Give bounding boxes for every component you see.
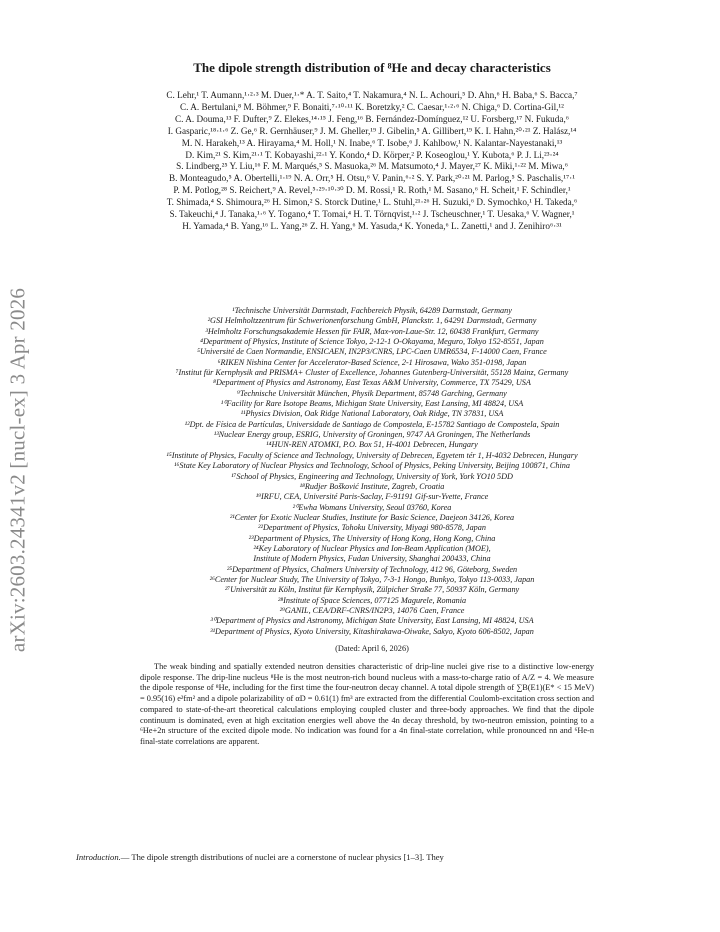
author-line: D. Kim,²¹ S. Kim,²¹·¹ T. Kobayashi,²²·¹ Y. Kondo,⁴ D. Körper,² P. Koseoglou,¹ Y. Kubota,⁶ P. J. Li,²³·²⁴ — [185, 149, 559, 160]
abstract: The weak binding and spatially extended neutron densities characteristic of drip-line nuclei give rise to a distinctive low-energy dipole response. The drip-line nucleus ⁸He is the most neutron-rich bound nucleus with a mass-to-charge ratio of A/Z = 4. We measure the dipole response of ⁸He, including for the first time the four-neutron decay channel. A total dipole strength of ∑B(E1)(E* < 15 MeV) = 0.95(16) e²fm² and a dipole polarizability of αD = 0.61(1) fm³ are extracted from the differential Coulomb-excitation cross section and compared to state-of-the-art theoretical calculations employing coupled cluster and three-body approaches. We find that the dipole continuum is dominated, even at high excitation energies well above the 4n decay threshold, by two-neutron emission, pointing to a ⁶He+2n structure of the excited dipole mode. No indication was found for a 4n final-state correlation, while pronounced nn and ⁶He-n final-state correlations are apparent. — [140, 662, 594, 746]
date-line: (Dated: April 6, 2026) — [335, 644, 409, 653]
author-line: H. Yamada,⁴ B. Yang,¹⁶ L. Yang,²⁶ Z. H. Yang,⁶ M. Yasuda,⁴ K. Yoneda,⁶ L. Zanetti,¹ and J. Zenihiro⁶·³¹ — [182, 220, 562, 231]
affiliation: ⁵Université de Caen Normandie, ENSICAEN, IN2P3/CNRS, LPC-Caen UMR6534, F-14000 Caen, France — [197, 347, 547, 357]
affiliation: ²⁷Universität zu Köln, Institut für Kernphysik, Zülpicher Straße 77, 50937 Köln, Germany — [224, 585, 520, 595]
affiliation: ⁷Institut für Kernphysik and PRISMA+ Cluster of Excellence, Johannes Gutenberg-Universität, 55128 Mainz, Germany — [175, 368, 569, 378]
author-line: M. N. Harakeh,¹³ A. Hirayama,⁴ M. Holl,¹ N. Inabe,⁶ T. Isobe,⁶ J. Kahlbow,¹ N. Kalantar-Nayestanaki,¹³ — [181, 137, 563, 148]
intro-heading: Introduction. — [76, 852, 121, 862]
affiliation: ¹⁰Facility for Rare Isotope Beams, Michigan State University, East Lansing, MI 48824, USA — [220, 399, 524, 409]
affiliation: ¹¹Physics Division, Oak Ridge National Laboratory, Oak Ridge, TN 37831, USA — [240, 409, 504, 419]
affiliation: ²²Department of Physics, Tohoku University, Miyagi 980-8578, Japan — [258, 523, 486, 533]
affiliation: ⁶RIKEN Nishina Center for Accelerator-Based Science, 2-1 Hirosawa, Wako 351-0198, Japan — [217, 357, 527, 367]
paper-title: The dipole strength distribution of ⁸He and decay characteristics — [193, 60, 551, 75]
affiliation: ²¹Center for Exotic Nuclear Studies, Institute for Basic Science, Daejeon 34126, Korea — [229, 512, 515, 522]
author-line: T. Shimada,⁴ S. Shimoura,²⁶ H. Simon,² S. Storck Dutine,¹ L. Stuhl,²¹·²⁶ H. Suzuki,⁶ D. Symochko,¹ H. Takeda,⁶ — [166, 197, 578, 208]
affiliation: ⁴Department of Physics, Institute of Science Tokyo, 2-12-1 O-Okayama, Meguro, Tokyo 152-8551, Japan — [200, 337, 544, 347]
affiliation: ²⁸Institute of Space Sciences, 077125 Magurele, Romania — [277, 595, 467, 605]
affiliation: ³Helmholtz Forschungsakademie Hessen für FAIR, Max-von-Laue-Str. 12, 60438 Frankfurt, Germany — [205, 326, 539, 336]
affiliation: ¹Technische Universität Darmstadt, Fachbereich Physik, 64289 Darmstadt, Germany — [232, 306, 512, 315]
affiliation: ¹²Dpt. de Física de Partículas, Universidade de Santiago de Compostela, E-15782 Santiago de Compostela, Spain — [184, 419, 560, 429]
affiliation: ⁹Technische Universität München, Physik Department, 85748 Garching, Germany — [237, 388, 507, 398]
affiliation: ¹⁸Rudjer Bošković Institute, Zagreb, Croatia — [299, 481, 445, 491]
author-line: S. Takeuchi,⁴ J. Tanaka,¹·⁶ Y. Togano,⁴ T. Tomai,⁴ H. T. Törnqvist,¹·² J. Tscheuschner,¹ T. Uesaka,⁶ V. Wagner,¹ — [169, 209, 575, 220]
affiliation: Institute of Modern Physics, Fudan University, Shanghai 200433, China — [253, 554, 491, 564]
affiliation: ¹³Nuclear Energy group, ESRIG, University of Groningen, 9747 AA Groningen, The Netherlands — [213, 430, 531, 440]
intro-paragraph — [76, 852, 676, 862]
author-line: C. Lehr,¹ T. Aumann,¹·²·³ M. Duer,¹·* A. T. Saito,⁴ T. Nakamura,⁴ N. L. Achouri,⁵ D. Ahn,⁶ H. Baba,⁶ S. Bacca,⁷ — [166, 90, 578, 100]
author-line: I. Gasparic,¹⁸·¹·⁶ Z. Ge,⁶ R. Gernhäuser,⁹ J. M. Gheller,¹⁹ J. Gibelin,⁵ A. Gillibert,¹⁹ K. I. Hahn,²⁰·²¹ Z. Halász,¹⁴ — [167, 125, 577, 136]
affiliation: ²⁶Center for Nuclear Study, The University of Tokyo, 7-3-1 Hongo, Bunkyo, Tokyo 113-0033, Japan — [209, 574, 535, 584]
author-line: P. M. Potlog,²⁸ S. Reichert,⁹ A. Revel,⁵·²⁹·¹⁰·³⁰ D. M. Rossi,¹ R. Roth,¹ M. Sasano,⁶ H. Scheit,¹ F. Schindler,¹ — [173, 185, 571, 196]
author-line: B. Monteagudo,⁵ A. Obertelli,¹·¹⁹ N. A. Orr,⁵ H. Otsu,⁶ V. Panin,⁶·² S. Y. Park,²⁰·²¹ M. Parlog,⁵ S. Paschalis,¹⁷·¹ — [169, 173, 575, 184]
affiliation: ²GSI Helmholtzzentrum für Schwerionenforschung GmbH, Planckstr. 1, 64291 Darmstadt, Germany — [207, 316, 537, 326]
affiliation: ¹⁶State Key Laboratory of Nuclear Physics and Technology, School of Physics, Peking University, Beijing 100871, China — [174, 461, 570, 471]
affiliation: ²³Department of Physics, The University of Hong Kong, Hong Kong, China — [248, 533, 496, 543]
affiliation: ¹⁹IRFU, CEA, Université Paris-Saclay, F-91191 Gif-sur-Yvette, France — [255, 492, 489, 502]
affiliation: ³⁰Department of Physics and Astronomy, Michigan State University, East Lansing, MI 48824, USA — [210, 616, 534, 626]
affiliation: ¹⁵Institute of Physics, Faculty of Science and Technology, University of Debrecen, Egyetem tér 1, H-4032 Debrecen, Hungary — [166, 450, 578, 460]
author-list — [62, 90, 682, 233]
author-line: C. A. Bertulani,⁸ M. Böhmer,⁹ F. Bonaiti,⁷·¹⁰·¹¹ K. Boretzky,² C. Caesar,¹·²·⁶ N. Chiga,⁶ D. Cortina-Gil,¹² — [180, 101, 564, 112]
affiliation: ²⁴Key Laboratory of Nuclear Physics and Ion-Beam Application (MOE), — [253, 543, 491, 553]
affiliation: ¹⁷School of Physics, Engineering and Technology, University of York, York YO10 5DD — [231, 471, 513, 481]
affiliation: ¹⁴HUN-REN ATOMKI, P.O. Box 51, H-4001 Debrecen, Hungary — [266, 440, 478, 450]
affiliation-list — [62, 306, 682, 637]
affiliation: ³¹Department of Physics, Kyoto University, Kitashirakawa-Oiwake, Sakyo, Kyoto 606-8502, Japan — [210, 626, 534, 636]
author-line: C. A. Douma,¹³ F. Dufter,⁹ Z. Elekes,¹⁴·¹⁵ J. Feng,¹⁶ B. Fernández-Domínguez,¹² U. Forsberg,¹⁷ N. Fukuda,⁶ — [175, 113, 569, 124]
affiliation: ²⁹GANIL, CEA/DRF-CNRS/IN2P3, 14076 Caen, France — [279, 605, 465, 615]
affiliation: ²⁰Ewha Womans University, Seoul 03760, Korea — [292, 502, 452, 512]
author-line: S. Lindberg,²⁵ Y. Liu,¹⁶ F. M. Marqués,⁵ S. Masuoka,²⁶ M. Matsumoto,⁴ J. Mayer,²⁷ K. Miki,¹·²² M. Miwa,⁶ — [176, 161, 568, 172]
affiliation: ⁸Department of Physics and Astronomy, East Texas A&M University, Commerce, TX 75429, USA — [213, 378, 531, 388]
intro-text: — The dipole strength distributions of nuclei are a cornerstone of nuclear physics [1–3]. They — [120, 852, 444, 862]
arxiv-stamp-text: arXiv:2603.24341v2 [nucl-ex] 3 Apr 2026 — [5, 287, 30, 653]
affiliation: ²⁵Department of Physics, Chalmers University of Technology, 412 96, Göteborg, Sweden — [226, 564, 518, 574]
